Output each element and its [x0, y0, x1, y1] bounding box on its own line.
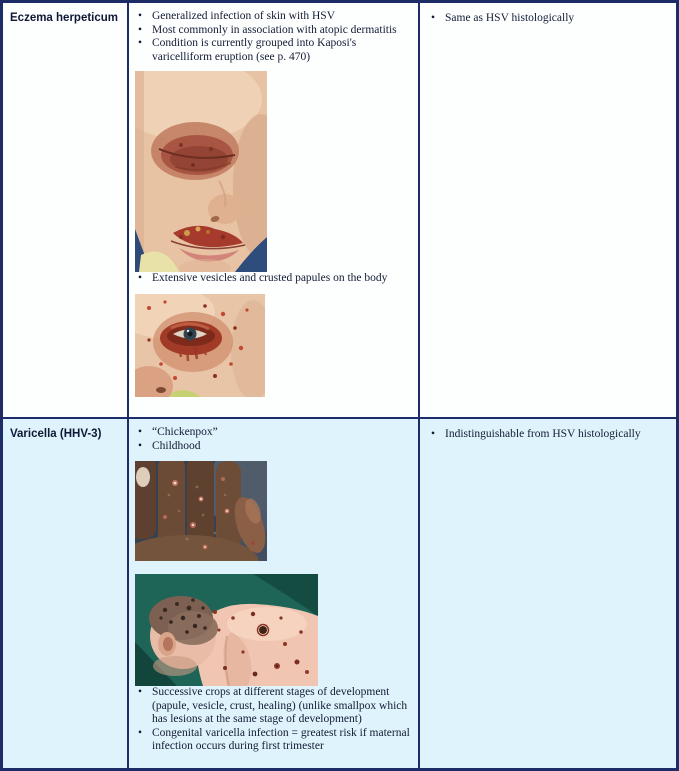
bullet-item: • Most commonly in association with atopic dermatitis — [131, 24, 412, 38]
histology-cell-eczema-herpeticum — [420, 3, 676, 419]
clinical-bullet-list — [131, 10, 412, 64]
condition-name: Varicella (HHV-3) — [10, 428, 102, 440]
histology-bullet-list — [422, 12, 670, 26]
clinical-cell-eczema-herpeticum — [129, 3, 420, 419]
clinical-cell-varicella — [129, 419, 420, 768]
clinical-bullet-list — [131, 272, 412, 286]
bullet-item: • Congenital varicella infection = greatest risk if maternal infection occurs during first trimester — [131, 727, 412, 754]
photo-eczema-eye-closeup — [135, 294, 265, 397]
bullet-item: • Childhood — [131, 440, 412, 454]
bullet-item: • Same as HSV histologically — [422, 12, 670, 26]
clinical-bullet-list — [131, 426, 412, 453]
bullet-item: • Generalized infection of skin with HSV — [131, 10, 412, 24]
condition-cell-eczema-herpeticum — [3, 3, 129, 419]
bullet-item: • Indistinguishable from HSV histologically — [422, 428, 670, 442]
histology-cell-varicella — [420, 419, 676, 768]
histology-bullet-list — [422, 428, 670, 442]
clinical-bullet-list — [131, 686, 412, 754]
bullet-item: • Condition is currently grouped into Kaposi's varicelliform eruption (see p. 470) — [131, 37, 412, 64]
photo-varicella-hand — [135, 461, 267, 561]
bullet-item: • Extensive vesicles and crusted papules on the body — [131, 272, 412, 286]
bullet-item: • Successive crops at different stages of development (papule, vesicle, crust, healing) (unlike smallpox which has lesions at the same stage of development) — [131, 686, 412, 727]
photo-varicella-infant-body — [135, 574, 318, 686]
condition-cell-varicella — [3, 419, 129, 768]
photo-eczema-infant-face — [135, 71, 267, 272]
condition-name: Eczema herpeticum — [10, 12, 119, 24]
bullet-item: • “Chickenpox” — [131, 426, 412, 440]
